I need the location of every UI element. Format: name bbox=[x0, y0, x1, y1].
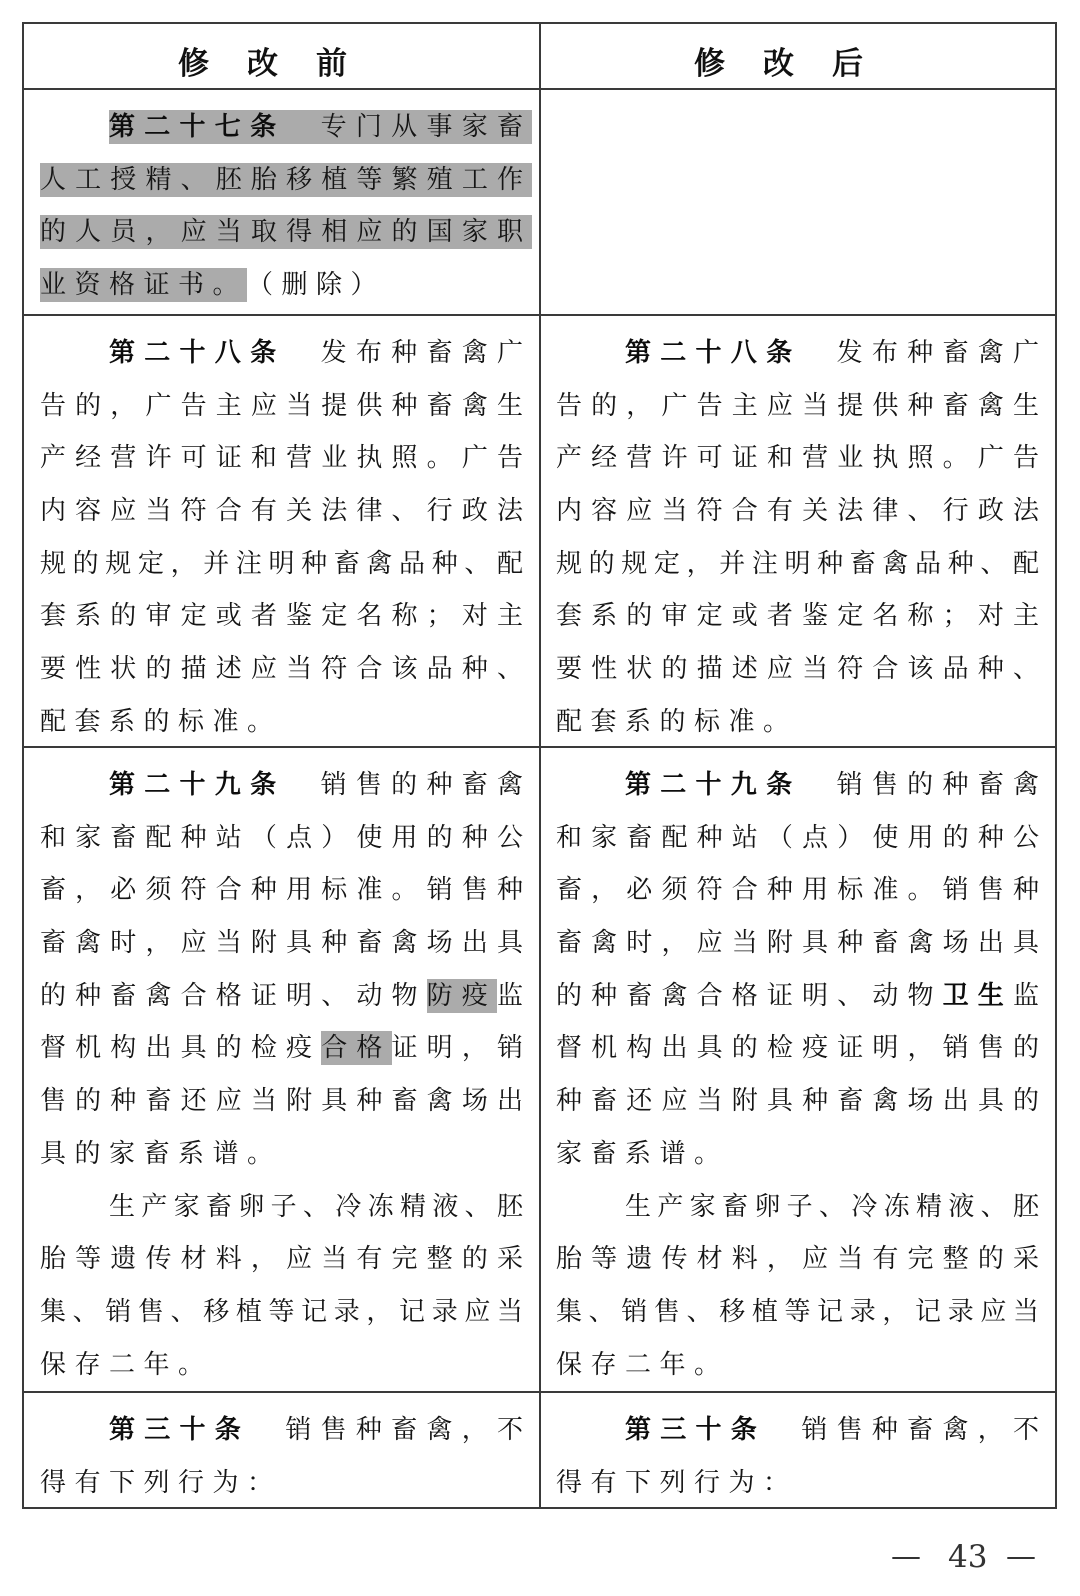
text-line bbox=[40, 1286, 530, 1339]
clause-text: 畜禽时，应当附具种畜禽场出具 bbox=[40, 928, 533, 959]
text-line bbox=[40, 1022, 533, 1075]
clause-text: 家畜系谱。 bbox=[556, 1138, 729, 1169]
text-line bbox=[556, 643, 1049, 696]
table-header-row bbox=[24, 24, 1055, 90]
clause-text: 配套系的标准。 bbox=[40, 706, 282, 737]
clause-text: 要性状的描述应当符合该品种、 bbox=[40, 654, 533, 685]
article-number: 第二十九条 bbox=[109, 770, 286, 800]
text-line bbox=[40, 380, 533, 433]
text-line bbox=[40, 485, 533, 538]
clause-text: 保存二年。 bbox=[556, 1349, 729, 1380]
clause-text: 产经营许可证和营业执照。广告 bbox=[556, 443, 1049, 474]
clause-text: 配套系的标准。 bbox=[556, 706, 798, 737]
table-row-article-27 bbox=[24, 90, 1055, 316]
text-line bbox=[556, 432, 1049, 485]
cell-after-article-29 bbox=[541, 748, 1055, 1391]
clause-text: 畜禽时，应当附具种畜禽场出具 bbox=[556, 928, 1049, 959]
page-footer bbox=[0, 1541, 1080, 1573]
text-line bbox=[556, 590, 1049, 643]
page-dash-left: — bbox=[891, 1539, 921, 1574]
text-line bbox=[40, 864, 533, 917]
highlighted-text: 专门从事家畜 bbox=[285, 112, 533, 142]
text-line bbox=[40, 1075, 533, 1128]
clause-text: 生产家畜卵子、冷冻精液、胚 bbox=[625, 1191, 1046, 1222]
article-number: 第二十七条 bbox=[109, 112, 286, 142]
text-line bbox=[556, 327, 1049, 380]
text-line bbox=[556, 1339, 1039, 1392]
comparison-table bbox=[22, 22, 1057, 1509]
text-line bbox=[556, 759, 1049, 812]
text-line bbox=[40, 432, 533, 485]
clause-text: 规的规定，并注明种畜禽品种、配 bbox=[40, 548, 530, 579]
clause-text: 发布种畜禽广 bbox=[285, 338, 533, 368]
page-number: 43 bbox=[948, 1539, 988, 1575]
text-line bbox=[40, 1457, 523, 1510]
deletion-note: （删除） bbox=[246, 270, 385, 301]
clause-text: 告的，广告主应当提供种畜禽生 bbox=[40, 390, 533, 421]
clause-text: 告的，广告主应当提供种畜禽生 bbox=[556, 390, 1049, 421]
text-line bbox=[40, 759, 533, 812]
clause-text: 生产家畜卵子、冷冻精液、胚 bbox=[109, 1191, 530, 1222]
text-line bbox=[40, 1128, 523, 1181]
cell-before-article-29 bbox=[24, 748, 541, 1391]
clause-text: 监 bbox=[496, 980, 533, 1011]
clause-text: 和家畜配种站（点）使用的种公 bbox=[40, 822, 533, 853]
page-dash-right: — bbox=[1006, 1539, 1036, 1574]
text-line bbox=[40, 327, 533, 380]
article-number: 第三十条 bbox=[625, 1415, 767, 1445]
highlighted-text: 业资格证书。 bbox=[40, 270, 247, 301]
article-number: 第二十八条 bbox=[625, 338, 802, 368]
text-line bbox=[40, 1339, 523, 1392]
text-line bbox=[40, 590, 533, 643]
text-line bbox=[556, 864, 1049, 917]
cell-after-article-28 bbox=[541, 316, 1055, 746]
clause-text: 得有下列行为： bbox=[556, 1467, 798, 1498]
article-number: 第二十九条 bbox=[625, 770, 802, 800]
text-line bbox=[556, 1404, 1049, 1457]
clause-text: 产经营许可证和营业执照。广告 bbox=[40, 443, 533, 474]
text-line bbox=[556, 380, 1049, 433]
clause-text: 的种畜禽合格证明、动物 bbox=[556, 980, 943, 1011]
clause-text: 销售种畜禽，不 bbox=[766, 1415, 1049, 1445]
header-after: 修改后 bbox=[694, 45, 901, 82]
clause-text: 畜，必须符合种用标准。销售种 bbox=[556, 875, 1049, 906]
clause-text: 销售的种畜禽 bbox=[285, 770, 533, 800]
article-number: 第二十八条 bbox=[109, 338, 286, 368]
text-line bbox=[556, 812, 1049, 865]
cell-before-article-27 bbox=[24, 90, 541, 314]
cell-after-article-30 bbox=[541, 1393, 1055, 1507]
clause-text: 发布种畜禽广 bbox=[801, 338, 1049, 368]
text-line bbox=[556, 1181, 1046, 1234]
clause-text: 规的规定，并注明种畜禽品种、配 bbox=[556, 548, 1046, 579]
clause-text: 督机构出具的检疫 bbox=[40, 1033, 322, 1064]
clause-text: 畜，必须符合种用标准。销售种 bbox=[40, 875, 533, 906]
text-line bbox=[40, 259, 523, 312]
text-line bbox=[556, 1022, 1049, 1075]
clause-text: 种畜还应当附具种畜禽场出具的 bbox=[556, 1086, 1049, 1117]
text-line bbox=[40, 643, 533, 696]
clause-text: 套系的审定或者鉴定名称；对主 bbox=[556, 601, 1049, 632]
table-row-article-28 bbox=[24, 316, 1055, 748]
clause-text: 胎等遗传材料，应当有完整的采 bbox=[556, 1244, 1049, 1275]
clause-text: 售的种畜还应当附具种畜禽场出 bbox=[40, 1086, 533, 1117]
text-line bbox=[40, 206, 533, 259]
cell-before-article-28 bbox=[24, 316, 541, 746]
highlighted-text: 防疫 bbox=[426, 980, 497, 1011]
text-line bbox=[556, 1128, 1039, 1181]
text-line bbox=[40, 970, 533, 1023]
clause-text: 督机构出具的检疫证明，销售的 bbox=[556, 1033, 1049, 1064]
text-line bbox=[556, 970, 1049, 1023]
highlighted-text: 合格 bbox=[321, 1033, 392, 1064]
article-number: 第三十条 bbox=[109, 1415, 251, 1445]
highlighted-text: 人工授精、胚胎移植等繁殖工作 bbox=[40, 164, 533, 195]
text-line bbox=[556, 485, 1049, 538]
text-line bbox=[40, 917, 533, 970]
text-line bbox=[556, 1233, 1049, 1286]
cell-before-article-30 bbox=[24, 1393, 541, 1507]
text-line bbox=[40, 101, 533, 154]
table-row-article-30 bbox=[24, 1393, 1055, 1507]
text-line bbox=[40, 812, 533, 865]
text-line bbox=[556, 1457, 1039, 1510]
clause-text: 要性状的描述应当符合该品种、 bbox=[556, 654, 1049, 685]
highlighted-text: 的人员，应当取得相应的国家职 bbox=[40, 217, 533, 248]
clause-text: 和家畜配种站（点）使用的种公 bbox=[556, 822, 1049, 853]
clause-text: 套系的审定或者鉴定名称；对主 bbox=[40, 601, 533, 632]
table-row-article-29 bbox=[24, 748, 1055, 1393]
text-line bbox=[556, 1286, 1046, 1339]
text-line bbox=[556, 917, 1049, 970]
clause-text: 内容应当符合有关法律、行政法 bbox=[40, 496, 533, 527]
text-line bbox=[40, 1233, 533, 1286]
clause-text: 集、销售、移植等记录，记录应当 bbox=[556, 1296, 1046, 1327]
clause-text: 证明，销 bbox=[391, 1033, 533, 1064]
text-line bbox=[40, 538, 530, 591]
cell-after-article-27-empty bbox=[541, 90, 1055, 314]
clause-text: 内容应当符合有关法律、行政法 bbox=[556, 496, 1049, 527]
text-line bbox=[40, 154, 533, 207]
header-before: 修改前 bbox=[24, 24, 541, 88]
clause-text: 销售的种畜禽 bbox=[801, 770, 1049, 800]
clause-text: 保存二年。 bbox=[40, 1349, 213, 1380]
clause-text: 胎等遗传材料，应当有完整的采 bbox=[40, 1244, 533, 1275]
text-line bbox=[556, 1075, 1049, 1128]
clause-text: 监 bbox=[1012, 980, 1049, 1011]
clause-text: 的种畜禽合格证明、动物 bbox=[40, 980, 427, 1011]
changed-text: 卫生 bbox=[942, 980, 1013, 1011]
clause-text: 具的家畜系谱。 bbox=[40, 1138, 282, 1169]
text-line bbox=[40, 1404, 533, 1457]
text-line bbox=[556, 538, 1046, 591]
clause-text: 销售种畜禽，不 bbox=[250, 1415, 533, 1445]
text-line bbox=[556, 696, 1039, 749]
text-line bbox=[40, 696, 523, 749]
clause-text: 集、销售、移植等记录，记录应当 bbox=[40, 1296, 530, 1327]
text-line bbox=[40, 1181, 530, 1234]
clause-text: 得有下列行为： bbox=[40, 1467, 282, 1498]
